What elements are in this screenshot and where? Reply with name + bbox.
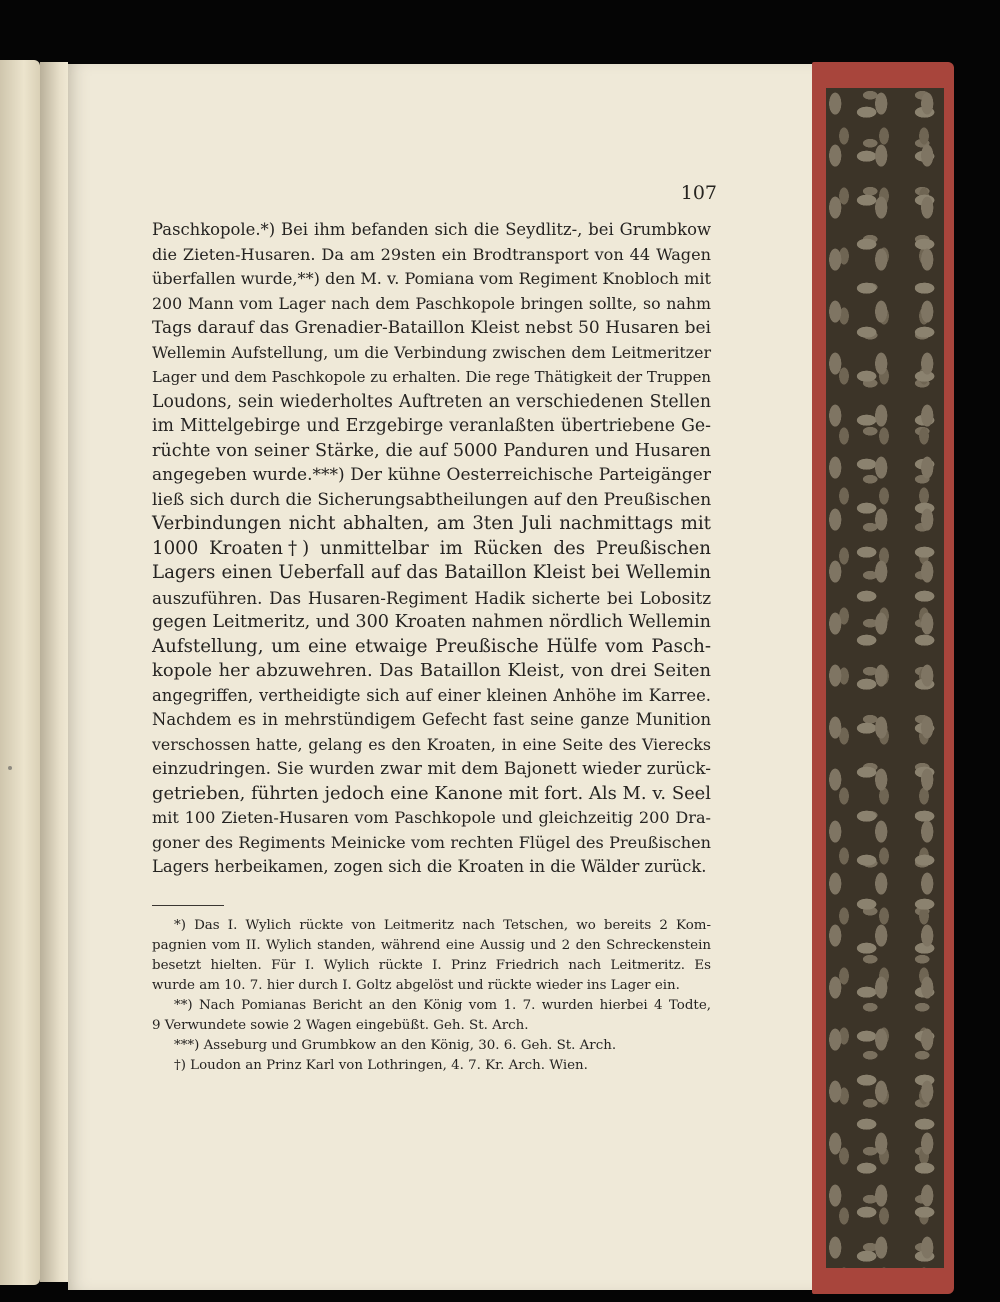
text-line: überfallen wurde,**) den M. v. Pomiana vom Regiment Knobloch mit xyxy=(152,269,711,288)
book-gutter xyxy=(40,62,68,1282)
text-line: 200 Mann vom Lager nach dem Paschkopole bringen sollte, so nahm xyxy=(152,293,711,313)
text-line: getrieben, führten jedoch eine Kanone mit fort. Als M. v. Seel xyxy=(152,782,711,804)
footnote-line: ***) Asseburg und Grumbkow an den König, 30. 6. Geh. St. Arch. xyxy=(174,1038,617,1053)
text-line: Lagers einen Ueberfall auf das Bataillon Kleist bei Wellemin xyxy=(152,562,711,583)
text-line: angegriffen, vertheidigte sich auf einer kleinen Anhöhe im Karree. xyxy=(152,685,711,705)
text-line: Paschkopole.*) Bei ihm befanden sich die Seydlitz-, bei Grumbkow xyxy=(152,220,711,239)
marbled-endpaper xyxy=(826,88,944,1268)
text-line: Wellemin Aufstellung, um die Verbindung zwischen dem Leitmeritzer xyxy=(152,342,711,362)
text-line: Verbindungen nicht abhalten, am 3ten Juli nachmittags mit xyxy=(152,513,711,534)
text-line: ließ sich durch die Sicherungsabtheilungen auf den Preußischen xyxy=(152,489,712,510)
footnote-line: *) Das I. Wylich rückte von Leitmeritz nach Tetschen, wo bereits 2 Kom- xyxy=(174,918,711,933)
text-line: angegeben wurde.***) Der kühne Oesterreichische Parteigänger xyxy=(152,465,711,485)
text-line: Lagers herbeikamen, zogen sich die Kroaten in die Wälder zurück. xyxy=(152,857,707,876)
text-line: im Mittelgebirge und Erzgebirge veranlaßten übertriebene Ge- xyxy=(152,416,711,436)
footnotes xyxy=(152,916,711,1076)
footnote-line: besetzt hielten. Für I. Wylich rückte I. Prinz Friedrich nach Leitmeritz. Es xyxy=(152,958,711,973)
text-line: rüchte von seiner Stärke, die auf 5000 Panduren und Husaren xyxy=(152,440,711,461)
text-line: Lager und dem Paschkopole zu erhalten. Die rege Thätigkeit der Truppen xyxy=(152,368,711,386)
text-line: einzudringen. Sie wurden zwar mit dem Bajonett wieder zurück- xyxy=(152,759,711,779)
footnote-separator xyxy=(152,905,224,906)
text-line: Loudons, sein wiederholtes Auftreten an verschiedenen Stellen xyxy=(152,391,711,412)
text-line: Nachdem es in mehrstündigem Gefecht fast seine ganze Munition xyxy=(152,710,711,729)
text-line: kopole her abzuwehren. Das Bataillon Kleist, von drei Seiten xyxy=(152,660,711,681)
text-line: 1000 Kroaten†) unmittelbar im Rücken des Preußischen xyxy=(152,537,711,559)
footnote-line: **) Nach Pomianas Bericht an den König vom 1. 7. wurden hierbei 4 Todte, xyxy=(174,998,711,1013)
footnote-line: †) Loudon an Prinz Karl von Lothringen, 4. 7. Kr. Arch. Wien. xyxy=(174,1058,588,1073)
scan-speck xyxy=(8,766,12,770)
text-line: auszuführen. Das Husaren-Regiment Hadik sicherte bei Lobositz xyxy=(152,587,711,608)
text-line: die Zieten-Husaren. Da am 29sten ein Brodtransport von 44 Wagen xyxy=(152,244,711,264)
text-line: goner des Regiments Meinicke vom rechten Flügel des Preußischen xyxy=(152,832,711,852)
text-line: verschossen hatte, gelang es den Kroaten, in eine Seite des Vierecks xyxy=(152,734,711,754)
footnote-line: wurde am 10. 7. hier durch I. Goltz abgelöst und rückte wieder ins Lager ein. xyxy=(152,978,680,993)
footnote-line: pagnien vom II. Wylich standen, während eine Aussig und 2 den Schreckenstein xyxy=(152,938,711,953)
text-line: Aufstellung, um eine etwaige Preußische Hülfe vom Pasch- xyxy=(152,635,711,657)
page-number: 107 xyxy=(680,182,717,204)
book-page xyxy=(68,64,812,1290)
footnote-line: 9 Verwundete sowie 2 Wagen eingebüßt. Geh. St. Arch. xyxy=(152,1018,529,1033)
main-text xyxy=(152,218,711,880)
text-line: Tags darauf das Grenadier-Bataillon Kleist nebst 50 Husaren bei xyxy=(152,318,711,338)
text-line: gegen Leitmeritz, und 300 Kroaten nahmen nördlich Wellemin xyxy=(152,612,711,632)
facing-page-edge xyxy=(0,60,40,1285)
text-line: mit 100 Zieten-Husaren vom Paschkopole und gleichzeitig 200 Dra- xyxy=(152,808,711,827)
